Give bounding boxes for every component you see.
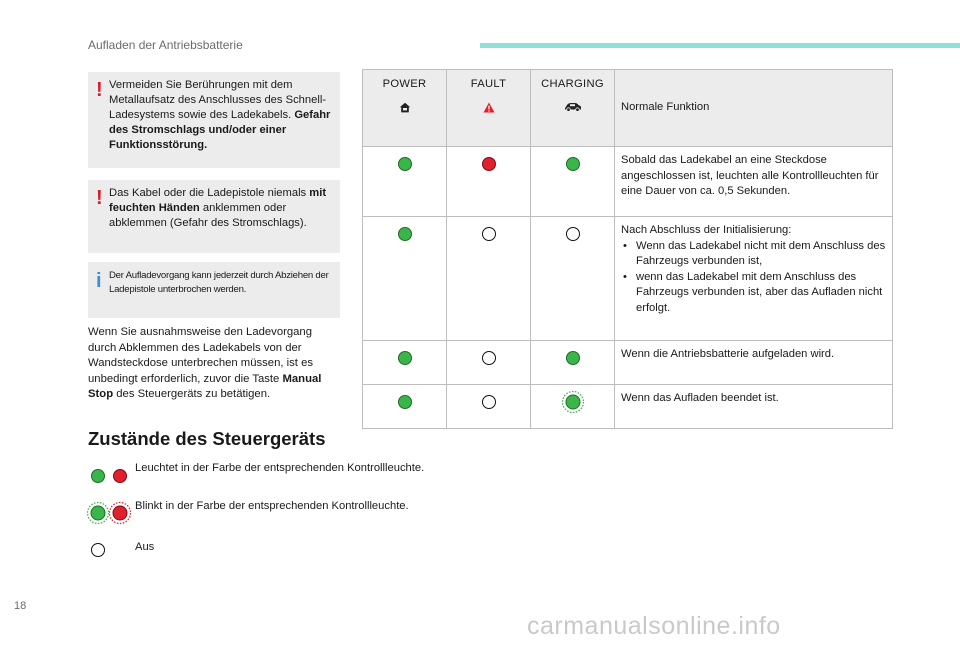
info-icon: i: [96, 270, 102, 292]
row-description: Sobald das Ladekabel an eine Steckdose angeschlossen ist, leuchten alle Kontrollleuchten für eine Dauer von ca. 0,5 Sekunden.: [615, 147, 893, 217]
column-label-power: POWER: [382, 78, 427, 90]
legend-steady-text: Leuchtet in der Farbe der entsprechenden Kontrollleuchte.: [135, 462, 425, 474]
warning-note-plain-2: anklemmen oder abklemmen (Gefahr des Stromschlags).: [109, 202, 307, 229]
row-description: [615, 217, 893, 341]
header-description: Normale Funktion: [615, 70, 893, 147]
info-note-interrupt: [88, 262, 340, 318]
warning-note-wet-hands: [88, 180, 340, 253]
charging-led-off-icon: [566, 227, 580, 241]
table-row: [363, 147, 893, 217]
table-header-row: [363, 70, 893, 147]
info-note-text: Der Aufladevorgang kann jederzeit durch Abziehen der Ladepistole unterbrochen werden.: [109, 270, 329, 295]
header-accent-bar: [480, 43, 960, 48]
legend-green-blinking-led-icon: [86, 501, 110, 525]
warning-note-text: [109, 186, 334, 231]
table-row: [363, 385, 893, 429]
row-description-intro: Nach Abschluss der Initialisierung:: [621, 224, 792, 236]
table-row: [363, 217, 893, 341]
power-led-green-icon: [398, 157, 412, 171]
fault-led-red-icon: [482, 157, 496, 171]
car-icon: [564, 102, 582, 112]
page-number: 18: [14, 600, 27, 612]
fault-led-off-icon: [482, 395, 496, 409]
running-header: Aufladen der Antriebsbatterie: [88, 38, 243, 52]
warning-triangle-icon: [483, 102, 495, 113]
paragraph-text-1: Wenn Sie ausnahmsweise den Ladevorgang durch Abklemmen des Ladekabels von der Wandsteckdose unterbrechen müssen, ist es unbedingt erforderlich, zuvor die Taste: [88, 326, 314, 385]
warning-note-plain: Vermeiden Sie Berührungen mit dem Metallaufsatz des Anschlusses des Schnell-Ladesystems sowie des Ladekabels.: [109, 79, 327, 121]
warning-note-emphasis: mit feuchten Händen: [109, 187, 327, 214]
warning-exclamation-icon: !: [96, 79, 103, 101]
column-header-power: [363, 70, 447, 147]
column-label-fault: FAULT: [470, 78, 507, 90]
legend-off-led-icon: [91, 543, 105, 557]
charging-led-green-icon: [566, 351, 580, 365]
list-item: • Wenn das Ladekabel nicht mit dem Anschluss des Fahrzeugs verbunden ist,: [621, 239, 886, 270]
legend-off-text: Aus: [135, 541, 155, 553]
legend-red-blinking-led-icon: [108, 501, 132, 525]
controller-status-table: [362, 69, 893, 429]
power-led-green-icon: [398, 395, 412, 409]
warning-note-plain-1: Das Kabel oder die Ladepistole niemals: [109, 187, 310, 199]
legend-blinking-text: Blinkt in der Farbe der entsprechenden Kontrollleuchte.: [135, 500, 409, 512]
fault-led-off-icon: [482, 351, 496, 365]
section-title: Zustände des Steuergeräts: [88, 428, 326, 449]
warning-exclamation-icon: !: [96, 187, 103, 209]
warning-note-text: [109, 78, 334, 153]
manual-stop-label: Manual Stop: [88, 372, 322, 400]
fault-led-off-icon: [482, 227, 496, 241]
table-row: [363, 341, 893, 385]
column-label-charging: CHARGING: [541, 78, 604, 90]
charging-led-green-blinking-icon: [561, 390, 585, 414]
row-description: Wenn die Antriebsbatterie aufgeladen wird.: [615, 341, 893, 385]
charging-led-green-icon: [566, 157, 580, 171]
row-description: Wenn das Aufladen beendet ist.: [615, 385, 893, 429]
list-item: • wenn das Ladekabel mit dem Anschluss des Fahrzeugs verbunden ist, aber das Aufladen nicht erfolgt.: [621, 270, 886, 317]
power-led-green-icon: [398, 351, 412, 365]
column-header-fault: [447, 70, 531, 147]
power-led-green-icon: [398, 227, 412, 241]
warning-note-emphasis: Gefahr des Stromschlags und/oder einer Funktionsstörung.: [109, 109, 331, 151]
legend-red-led-icon: [113, 469, 127, 483]
watermark: carmanualsonline.info: [527, 612, 781, 640]
house-icon: [399, 102, 411, 113]
condition-list: [621, 239, 886, 317]
legend-green-led-icon: [91, 469, 105, 483]
paragraph-text-2: des Steuergeräts zu betätigen.: [113, 388, 271, 400]
manual-stop-paragraph: [88, 325, 343, 403]
column-header-charging: [531, 70, 615, 147]
warning-note-contact: [88, 72, 340, 168]
